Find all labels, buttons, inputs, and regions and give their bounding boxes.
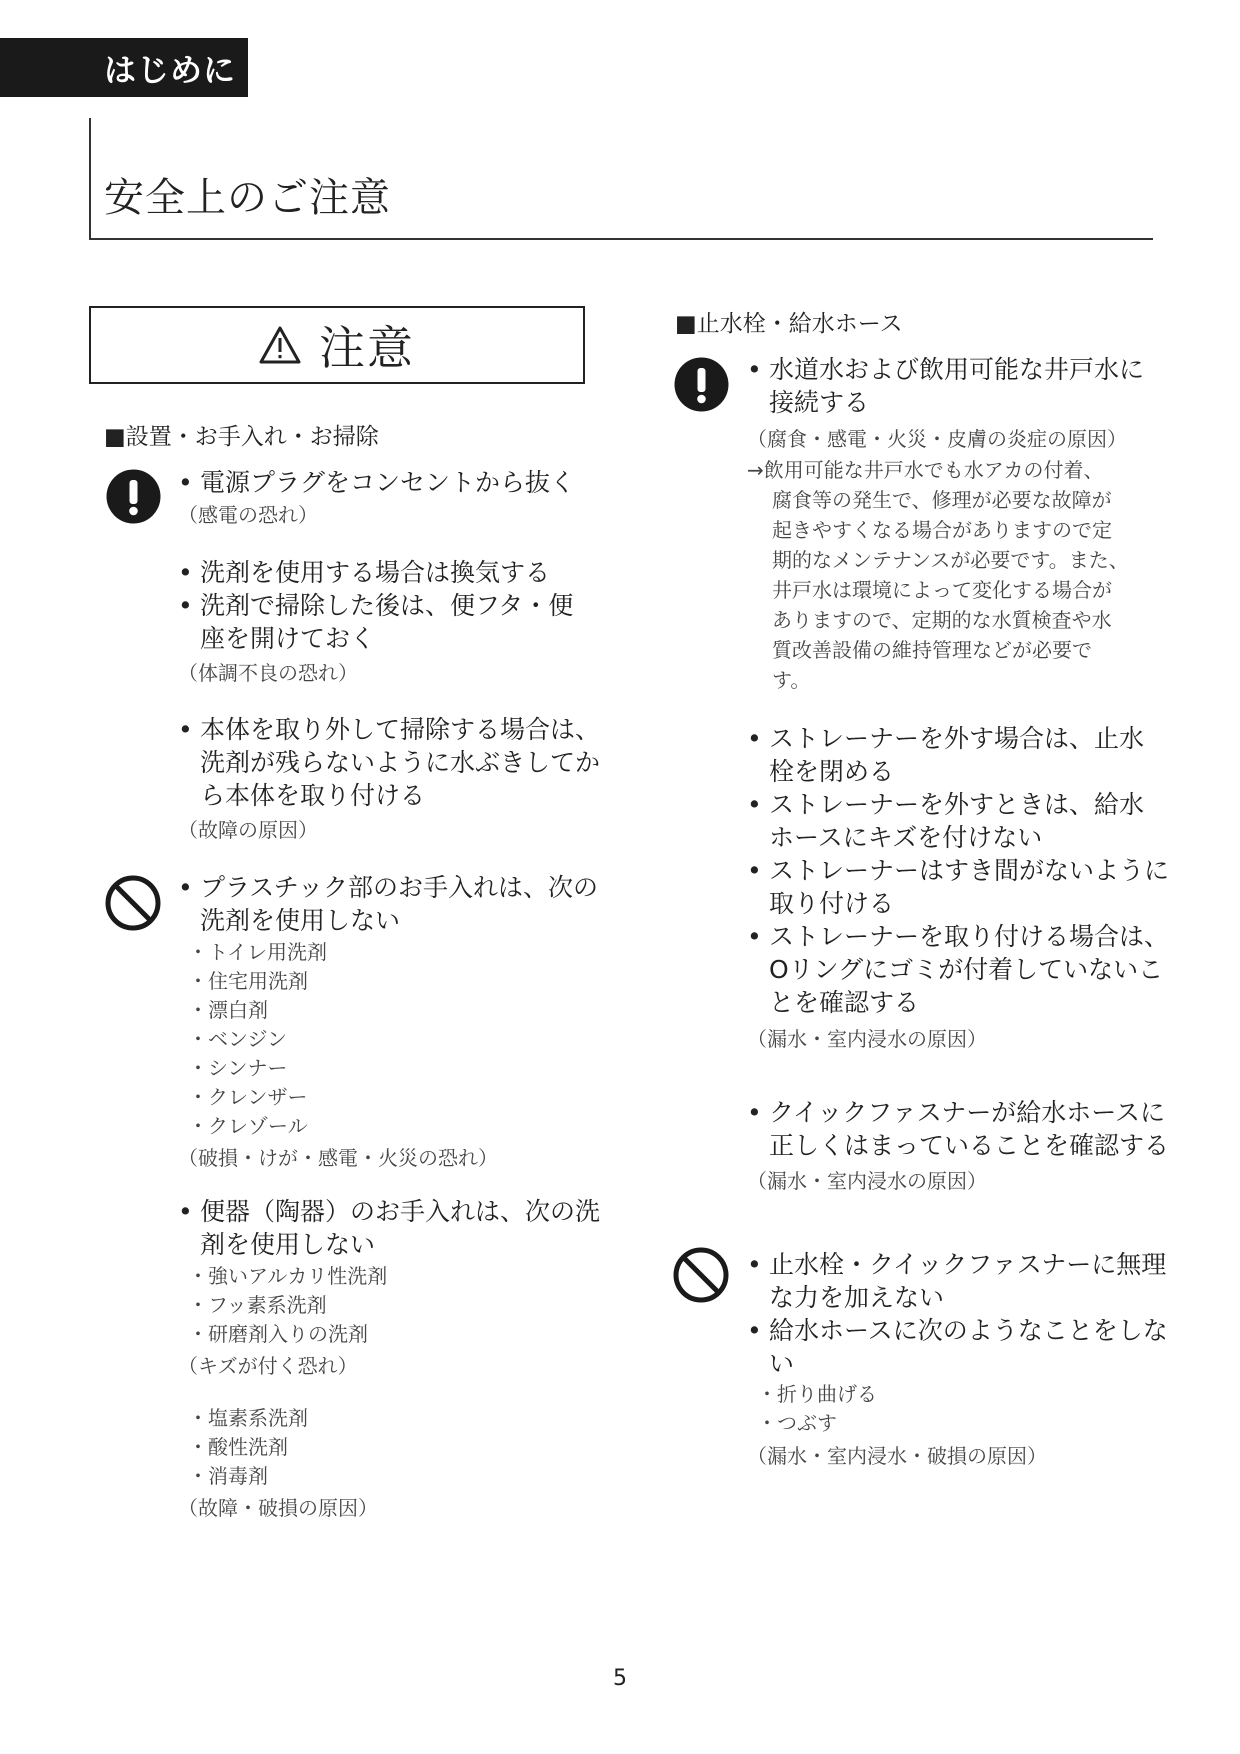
bullet-item — [747, 722, 1169, 788]
title-vertical-rule — [89, 118, 91, 240]
detail-line: 井戸水は環境によって変化する場合が — [772, 578, 1112, 602]
list-item: ・フッ素系洗剤 — [188, 1293, 327, 1317]
section-tab-label: はじめに — [104, 50, 237, 89]
list-item: ・つぶす — [757, 1411, 837, 1435]
list-item: ・シンナー — [188, 1056, 288, 1080]
caution-banner — [89, 306, 585, 384]
list-item: ・強いアルカリ性洗剤 — [188, 1264, 388, 1288]
list-item: ・クレンザー — [188, 1085, 308, 1109]
prohibition-icon — [105, 875, 161, 931]
bullet-line: • 洗剤で掃除した後は、便フタ・便 — [200, 591, 574, 620]
bullet-line: ホースにキズを付けない — [769, 823, 1043, 852]
bullet-line: • ストレーナーを取り付ける場合は、 — [769, 922, 1170, 951]
bullet-line: 座を開けておく — [200, 624, 376, 653]
strainer-instructions — [747, 722, 1169, 1053]
list-item: ・塩素系洗剤 — [188, 1406, 308, 1430]
note-text: （漏水・室内浸水・破損の原因） — [747, 1444, 1047, 1468]
note-text: （感電の恐れ） — [178, 503, 318, 527]
note-text: （漏水・室内浸水の原因） — [747, 1027, 987, 1051]
hose-prohibitions — [747, 1248, 1168, 1470]
bullet-line: 洗剤を使用しない — [200, 906, 401, 935]
bullet-line: • 便器（陶器）のお手入れは、次の洗 — [200, 1197, 601, 1226]
bullet-line: 洗剤が残らないように水ぶきしてか — [200, 748, 601, 777]
section-title-installation: ■設置・お手入れ・お掃除 — [104, 424, 379, 450]
bullet-item — [747, 1096, 1169, 1162]
list-item: ・トイレ用洗剤 — [188, 940, 327, 964]
bullet-line: 剤を使用しない — [200, 1230, 376, 1259]
bullet-line: 接続する — [769, 388, 870, 417]
detail-line: ありますので、定期的な水質検査や水 — [772, 608, 1112, 632]
bullet-line: • 止水栓・クイックファスナーに無理 — [769, 1250, 1167, 1279]
note-text: （キズが付く恐れ） — [178, 1354, 358, 1378]
note-text: （故障の原因） — [178, 818, 318, 842]
page-number: 5 — [613, 1666, 627, 1691]
prohibited-detergent-list-2 — [178, 1404, 600, 1491]
bullet-line: ら本体を取り付ける — [200, 781, 426, 810]
cleaning-instruction-2 — [178, 556, 573, 687]
list-item: ・漂白剤 — [188, 998, 268, 1022]
bullet-item — [178, 589, 573, 655]
list-item: ・ベンジン — [188, 1027, 287, 1051]
list-item: ・消毒剤 — [188, 1464, 268, 1488]
section-tab — [0, 38, 248, 97]
list-item: ・住宅用洗剤 — [188, 969, 308, 993]
bullet-line: • 本体を取り外して掃除する場合は、 — [200, 715, 601, 744]
note-text: （腐食・感電・火災・皮膚の炎症の原因） — [747, 427, 1127, 451]
plastic-care-prohibition — [178, 871, 598, 1172]
quick-fastener-instruction — [747, 1096, 1169, 1195]
well-water-detail — [747, 455, 1144, 695]
prohibited-action-list — [747, 1380, 1168, 1438]
bullet-line: • ストレーナーを外す場合は、止水 — [769, 724, 1145, 753]
bullet-item — [178, 713, 600, 812]
bullet-item: • 洗剤を使用する場合は換気する — [178, 556, 573, 589]
detail-line: 起きやすくなる場合がありますので定 — [772, 518, 1112, 542]
toilet-bowl-care-prohibition — [178, 1195, 600, 1522]
caution-label: 注意 — [319, 321, 415, 375]
list-item: ・折り曲げる — [757, 1382, 877, 1406]
bullet-item — [747, 788, 1169, 854]
detail-line: 腐食等の発生で、修理が必要な故障が — [772, 488, 1112, 512]
cleaning-instruction-1 — [178, 466, 575, 529]
note-text: （体調不良の恐れ） — [178, 661, 358, 685]
bullet-line: 栓を閉める — [769, 757, 895, 786]
detail-line: →飲用可能な井戸水でも水アカの付着、 — [747, 458, 1104, 482]
bullet-line: い — [769, 1349, 795, 1378]
detail-line: す。 — [772, 668, 811, 692]
prohibition-icon — [673, 1247, 729, 1303]
bullet-line: • クイックファスナーが給水ホースに — [769, 1098, 1166, 1127]
bullet-line: な力を加えない — [769, 1283, 945, 1312]
bullet-item: • 電源プラグをコンセントから抜く — [178, 466, 575, 499]
bullet-item — [178, 871, 598, 937]
water-connection-instruction — [747, 353, 1144, 695]
bullet-item — [747, 353, 1144, 419]
bullet-item — [747, 920, 1169, 1019]
detail-line: 質改善設備の維持管理などが必要で — [772, 638, 1092, 662]
mandatory-action-icon — [674, 357, 729, 412]
bullet-line: • プラスチック部のお手入れは、次の — [200, 873, 599, 902]
bullet-line: • ストレーナーはすき間がないように — [769, 856, 1170, 885]
note-text: （破損・けが・感電・火災の恐れ） — [178, 1146, 498, 1170]
bullet-line: 正しくはまっていることを確認する — [769, 1131, 1170, 1160]
bullet-item — [747, 1314, 1168, 1380]
page-title: 安全上のご注意 — [104, 175, 391, 221]
cleaning-instruction-3 — [178, 713, 600, 844]
bullet-item — [747, 1248, 1168, 1314]
bullet-line: Oリングにゴミが付着していないこ — [769, 955, 1164, 984]
bullet-item — [178, 1195, 600, 1261]
note-text: （漏水・室内浸水の原因） — [747, 1169, 987, 1193]
bullet-line: • ストレーナーを外すときは、給水 — [769, 790, 1145, 819]
title-underline — [89, 238, 1153, 240]
detail-line: 期的なメンテナンスが必要です。また、 — [772, 548, 1129, 572]
list-item: ・研磨剤入りの洗剤 — [188, 1322, 368, 1346]
prohibited-detergent-list — [178, 1262, 600, 1349]
note-text: （故障・破損の原因） — [178, 1496, 378, 1520]
prohibited-detergent-list — [178, 938, 598, 1141]
bullet-line: • 水道水および飲用可能な井戸水に — [769, 355, 1145, 384]
list-item: ・クレゾール — [188, 1114, 308, 1138]
mandatory-action-icon — [106, 469, 161, 524]
bullet-line: とを確認する — [769, 988, 920, 1017]
section-title-water-supply: ■止水栓・給水ホース — [675, 311, 903, 337]
bullet-line: • 給水ホースに次のようなことをしな — [769, 1316, 1168, 1345]
warning-triangle-icon — [259, 326, 301, 364]
list-item: ・酸性洗剤 — [188, 1435, 288, 1459]
bullet-item — [747, 854, 1169, 920]
bullet-line: 取り付ける — [769, 889, 895, 918]
